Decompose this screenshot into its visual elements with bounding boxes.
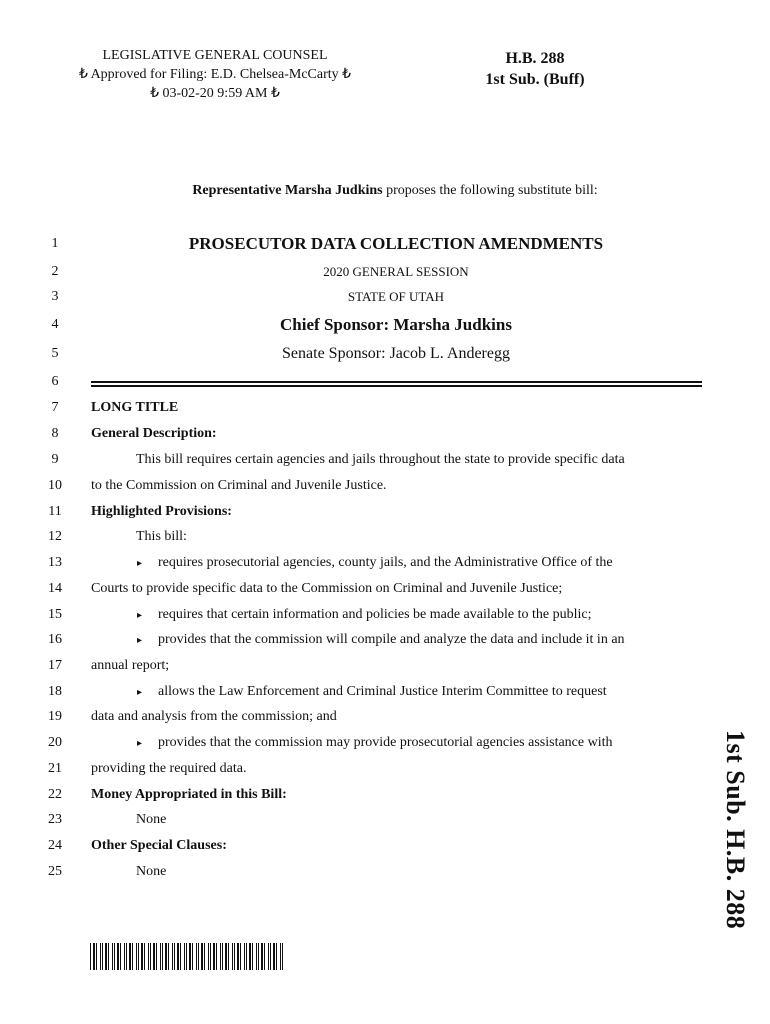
line-number: 6 xyxy=(51,374,59,389)
bullet-icon: ▸ xyxy=(137,687,143,698)
money-appropriated-heading: Money Appropriated in this Bill: xyxy=(91,787,287,802)
other-clauses-value: None xyxy=(136,864,167,879)
provision-text: providing the required data. xyxy=(91,761,247,776)
line-number: 7 xyxy=(51,400,59,415)
session-label: 2020 GENERAL SESSION xyxy=(323,264,469,279)
proposal-line xyxy=(0,183,770,199)
other-clauses-heading: Other Special Clauses: xyxy=(91,838,227,853)
substitute-label: 1st Sub. (Buff) xyxy=(485,71,585,88)
line-number: 17 xyxy=(48,658,62,673)
approval-line: ₺ Approved for Filing: E.D. Chelsea-McCarty ₺ xyxy=(78,67,352,82)
line-number: 4 xyxy=(51,317,59,332)
line-number: 5 xyxy=(51,346,59,361)
line-number: 20 xyxy=(48,735,62,750)
line-number: 25 xyxy=(48,864,62,879)
bullet-icon: ▸ xyxy=(137,635,143,646)
line-number: 10 xyxy=(48,478,62,493)
line-number: 24 xyxy=(48,838,62,853)
title-divider xyxy=(91,381,702,383)
side-bill-label: 1st Sub. H.B. 288 xyxy=(721,730,750,930)
provision-text: annual report; xyxy=(91,658,170,673)
provision-text: allows the Law Enforcement and Criminal Justice Interim Committee to request xyxy=(158,684,607,699)
line-number: 23 xyxy=(48,812,62,827)
line-number: 2 xyxy=(51,264,59,279)
line-number: 13 xyxy=(48,555,62,570)
bullet-icon: ▸ xyxy=(137,610,143,621)
line-number: 14 xyxy=(48,581,62,596)
line-number: 3 xyxy=(51,289,59,304)
bill-number: H.B. 288 xyxy=(505,50,565,67)
line-number: 21 xyxy=(48,761,62,776)
line-number: 15 xyxy=(48,607,62,622)
money-appropriated-value: None xyxy=(136,812,167,827)
description-text: to the Commission on Criminal and Juvenile Justice. xyxy=(91,478,387,493)
provision-text: provides that the commission may provide prosecutorial agencies assistance with xyxy=(158,735,613,750)
state-label: STATE OF UTAH xyxy=(347,289,445,304)
bill-number-header xyxy=(460,48,610,90)
bullet-icon: ▸ xyxy=(137,738,143,749)
timestamp-line: ₺ 03-02-20 9:59 AM ₺ xyxy=(150,86,280,101)
line-number: 18 xyxy=(48,684,62,699)
long-title-heading: LONG TITLE xyxy=(91,400,179,415)
barcode xyxy=(90,943,285,970)
bullet-icon: ▸ xyxy=(137,558,143,569)
counsel-line: LEGISLATIVE GENERAL COUNSEL xyxy=(102,48,328,63)
provision-text: data and analysis from the commission; and xyxy=(91,709,337,724)
provision-text: provides that the commission will compile and analyze the data and include it in an xyxy=(158,632,625,647)
line-number: 12 xyxy=(48,529,62,544)
general-description-heading: General Description: xyxy=(91,426,217,441)
highlighted-provisions-heading: Highlighted Provisions: xyxy=(91,504,232,519)
line-number: 22 xyxy=(48,787,62,802)
provision-text: Courts to provide specific data to the Commission on Criminal and Juvenile Justice; xyxy=(91,581,563,596)
proposal-text: proposes the following substitute bill: xyxy=(382,183,598,198)
provision-text: requires that certain information and policies be made available to the public; xyxy=(158,607,592,622)
line-number: 9 xyxy=(51,452,59,467)
title-divider-double xyxy=(91,385,702,387)
line-number: 19 xyxy=(48,709,62,724)
senate-sponsor: Senate Sponsor: Jacob L. Anderegg xyxy=(282,345,510,362)
description-text: This bill requires certain agencies and jails throughout the state to provide specific data xyxy=(136,452,625,467)
proposer-name: Representative Marsha Judkins xyxy=(192,183,383,198)
line-number: 11 xyxy=(48,504,62,519)
provision-text: requires prosecutorial agencies, county jails, and the Administrative Office of the xyxy=(158,555,613,570)
legislative-counsel-header xyxy=(50,46,380,103)
line-number: 16 xyxy=(48,632,62,647)
line-number: 8 xyxy=(51,426,59,441)
chief-sponsor: Chief Sponsor: Marsha Judkins xyxy=(280,315,512,334)
line-number: 1 xyxy=(51,236,59,251)
provisions-intro: This bill: xyxy=(136,529,187,544)
bill-title: PROSECUTOR DATA COLLECTION AMENDMENTS xyxy=(188,234,604,253)
